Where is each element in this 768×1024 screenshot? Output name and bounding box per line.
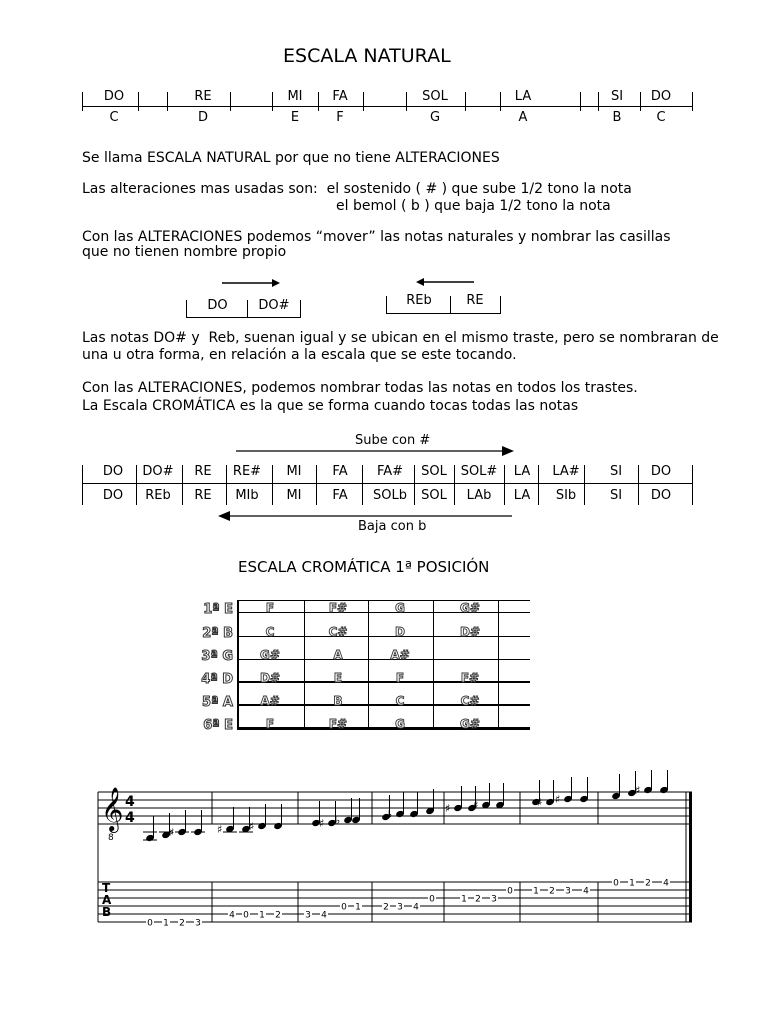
- chromatic-note-bottom: SI: [609, 488, 623, 503]
- chromatic-note-top: RE: [194, 464, 212, 479]
- time-signature-top: 4: [125, 794, 135, 810]
- fret-note: F#: [460, 671, 480, 685]
- final-barline: [689, 792, 692, 922]
- tab-letter: B: [102, 905, 112, 919]
- music-notation: [0, 770, 768, 940]
- fret-note: F: [265, 601, 275, 615]
- fret-note: G: [395, 717, 405, 731]
- natural-note-top: DO: [103, 89, 125, 104]
- paragraph-enharmonic-1: Las notas DO# y Reb, suenan igual y se ubican en el mismo traste, pero se nombraran de: [82, 330, 719, 346]
- sharp-icon: ♯: [169, 826, 175, 839]
- fret-note: C#: [328, 625, 348, 639]
- paragraph-move-notes-2: que no tienen nombre propio: [82, 244, 287, 260]
- natural-note-bottom: C: [656, 110, 666, 125]
- fret-note: D#: [259, 671, 280, 685]
- fret-note: E: [333, 671, 343, 685]
- tab-number: 2: [275, 910, 281, 921]
- tab-letter: T: [102, 881, 111, 895]
- paragraph-chromatic-2: La Escala CROMÁTICA es la que se forma cuando tocas todas las notas: [82, 398, 579, 414]
- fret-note: C: [395, 694, 405, 708]
- fret-note: F#: [328, 601, 348, 615]
- string-label: 1ª E: [203, 602, 233, 617]
- natural-note-top: FA: [332, 89, 348, 104]
- chromatic-note-top: DO: [650, 464, 672, 479]
- tab-number: 0: [429, 894, 435, 905]
- example-note: DO#: [258, 298, 290, 313]
- sharp-icon: ♯: [635, 784, 641, 797]
- fret-note: B: [333, 694, 343, 708]
- natural-note-bottom: C: [109, 110, 119, 125]
- natural-note-bottom: A: [518, 110, 528, 125]
- chromatic-note-bottom: LAb: [466, 488, 492, 503]
- natural-note-top: LA: [514, 89, 532, 104]
- fret-note: D#: [459, 625, 480, 639]
- tab-number: 3: [565, 886, 571, 897]
- sharp-icon: ♯: [445, 802, 451, 815]
- tab-number: 3: [491, 894, 497, 905]
- chromatic-note-bottom: MIb: [235, 488, 259, 503]
- tab-number: 4: [321, 910, 327, 921]
- chromatic-note-bottom: SOL: [421, 488, 447, 503]
- natural-note-bottom: G: [429, 110, 441, 125]
- tab-number: 1: [355, 902, 361, 913]
- tab-number: 3: [305, 910, 311, 921]
- chromatic-note-bottom: DO: [650, 488, 672, 503]
- string-label: 4ª D: [201, 672, 233, 687]
- chromatic-note-bottom: RE: [194, 488, 212, 503]
- fret-note: F#: [328, 717, 348, 731]
- chromatic-note-top: FA: [332, 464, 348, 479]
- sharp-icon: ♯: [249, 820, 255, 833]
- chromatic-note-bottom: MI: [286, 488, 302, 503]
- clef-octave: 8: [108, 833, 114, 843]
- tab-number: 1: [259, 910, 265, 921]
- chromatic-note-top: RE#: [232, 464, 262, 479]
- string-label: 2ª B: [202, 626, 233, 641]
- tab-number: 0: [147, 918, 153, 929]
- natural-note-bottom: F: [336, 110, 344, 125]
- natural-note-top: SI: [610, 89, 624, 104]
- string-label: 6ª E: [203, 718, 233, 733]
- chromatic-note-bottom: LA: [513, 488, 531, 503]
- string-label: 5ª A: [202, 695, 233, 710]
- tab-number: 1: [163, 918, 169, 929]
- tab-number: 2: [475, 894, 481, 905]
- natural-note-bottom: B: [612, 110, 622, 125]
- tab-number: 2: [179, 918, 185, 929]
- chromatic-note-top: DO: [102, 464, 124, 479]
- chromatic-note-top: LA#: [552, 464, 580, 479]
- sharp-icon: ♯: [217, 823, 223, 836]
- fret-note: A: [333, 648, 343, 662]
- arrow-right-icon: [236, 445, 514, 457]
- arrow-left-icon: [416, 276, 476, 288]
- tab-number: 0: [507, 886, 513, 897]
- example-note: RE: [466, 293, 484, 308]
- tab-number: 1: [533, 886, 539, 897]
- chromatic-note-bottom: FA: [332, 488, 348, 503]
- chromatic-note-top: SI: [609, 464, 623, 479]
- tab-number: 3: [397, 902, 403, 913]
- sharp-icon: ♯: [537, 796, 543, 809]
- natural-note-top: SOL: [422, 89, 448, 104]
- paragraph-enharmonic-2: una u otra forma, en relación a la escala que se este tocando.: [82, 347, 517, 363]
- tab-number: 1: [461, 894, 467, 905]
- tab-number: 2: [549, 886, 555, 897]
- natural-note-bottom: E: [290, 110, 300, 125]
- chromatic-note-bottom: REb: [145, 488, 171, 503]
- fret-note: F: [265, 717, 275, 731]
- tab-number: 4: [663, 878, 669, 889]
- baja-label: Baja con b: [358, 519, 427, 534]
- flat-icon: ♭: [335, 814, 341, 827]
- fret-note: G#: [460, 717, 480, 731]
- tab-number: 4: [229, 910, 235, 921]
- tab-number: 0: [613, 878, 619, 889]
- fret-note: A#: [390, 648, 410, 662]
- fret-note: A#: [260, 694, 280, 708]
- fret-note: D: [395, 625, 405, 639]
- natural-note-top: RE: [194, 89, 212, 104]
- fret-note: G#: [460, 601, 480, 615]
- tab-number: 4: [583, 886, 589, 897]
- tab-letter: A: [102, 893, 112, 907]
- sharp-icon: ♯: [555, 793, 561, 806]
- arrow-right-icon: [220, 277, 280, 289]
- sharp-icon: ♯: [473, 799, 479, 812]
- chromatic-note-bottom: SOLb: [373, 488, 407, 503]
- page-title: ESCALA NATURAL: [283, 45, 451, 67]
- natural-note-top: MI: [287, 89, 303, 104]
- natural-note-top: DO: [650, 89, 672, 104]
- chromatic-note-top: LA: [513, 464, 531, 479]
- tab-number: 4: [413, 902, 419, 913]
- tab-number: 1: [629, 878, 635, 889]
- treble-clef-icon: 𝄞: [101, 787, 124, 831]
- example-note: REb: [406, 293, 432, 308]
- chromatic-note-top: SOL#: [460, 464, 498, 479]
- paragraph-natural-scale: Se llama ESCALA NATURAL por que no tiene ALTERACIONES: [82, 150, 500, 166]
- fret-note: C: [265, 625, 275, 639]
- string-label: 3ª G: [201, 649, 233, 664]
- time-signature-bottom: 4: [125, 810, 135, 826]
- fret-note: G: [395, 601, 405, 615]
- tab-number: 0: [243, 910, 249, 921]
- fret-note: F: [395, 671, 405, 685]
- example-note: DO: [207, 298, 228, 313]
- sharp-icon: ♯: [319, 817, 325, 830]
- fret-note: C#: [460, 694, 480, 708]
- tab-number: 2: [645, 878, 651, 889]
- natural-note-bottom: D: [197, 110, 208, 125]
- flat-icon: ♭: [387, 808, 393, 821]
- tab-number: 2: [383, 902, 389, 913]
- chromatic-note-top: DO#: [142, 464, 174, 479]
- paragraph-chromatic-1: Con las ALTERACIONES, podemos nombrar todas las notas en todos los trastes.: [82, 380, 638, 396]
- chromatic-note-top: FA#: [376, 464, 404, 479]
- sube-label: Sube con #: [355, 433, 431, 448]
- paragraph-alterations-flat: el bemol ( b ) que baja 1/2 tono la nota: [336, 198, 611, 214]
- chromatic-note-top: MI: [286, 464, 302, 479]
- tab-number: 0: [341, 902, 347, 913]
- paragraph-alterations-sharp: Las alteraciones mas usadas son: el sostenido ( # ) que sube 1/2 tono la nota: [82, 181, 632, 197]
- fret-note: G#: [260, 648, 280, 662]
- chromatic-note-bottom: SIb: [555, 488, 577, 503]
- chromatic-note-bottom: DO: [102, 488, 124, 503]
- tab-number: 3: [195, 918, 201, 929]
- chromatic-note-top: SOL: [421, 464, 447, 479]
- chromatic-title: ESCALA CROMÁTICA 1ª POSICIÓN: [238, 558, 490, 576]
- paragraph-move-notes-1: Con las ALTERACIONES podemos “mover” las notas naturales y nombrar las casillas: [82, 229, 671, 245]
